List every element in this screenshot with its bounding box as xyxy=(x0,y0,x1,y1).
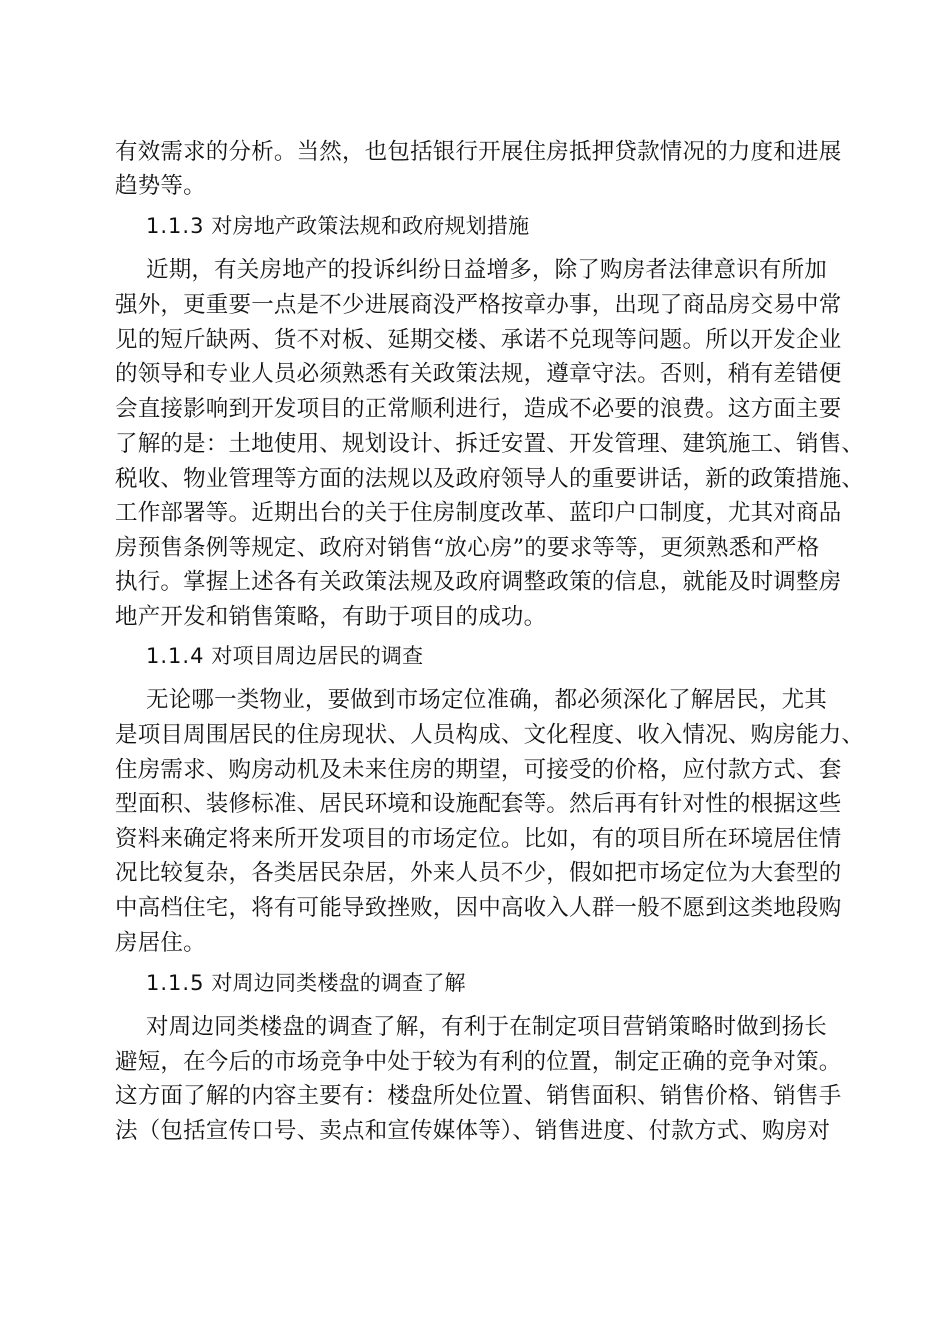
paragraph-line: 资料来确定将来所开发项目的市场定位。比如，有的项目所在环境居住情 xyxy=(115,826,842,852)
paragraph-line: 强外，更重要一点是不少进展商没严格按章办事，出现了商品房交易中常 xyxy=(115,292,842,318)
paragraph-line: 是项目周围居民的住房现状、人员构成、文化程度、收入情况、购房能力、 xyxy=(115,722,865,748)
paragraph-line: 型面积、装修标准、居民环境和设施配套等。然后再有针对性的根据这些 xyxy=(115,791,842,817)
paragraph-line: 了解的是：土地使用、规划设计、拆迁安置、开发管理、建筑施工、销售、 xyxy=(115,431,865,457)
paragraph-line: 法（包括宣传口号、卖点和宣传媒体等）、销售进度、付款方式、购房对 xyxy=(115,1118,831,1144)
paragraph-line: 房居住。 xyxy=(115,930,206,956)
section-title: 对周边同类楼盘的调查了解 xyxy=(211,971,466,995)
section-heading-1-1-5 xyxy=(146,968,871,998)
paragraph-line: 会直接影响到开发项目的正常顺利进行，造成不必要的浪费。这方面主要 xyxy=(115,396,842,422)
paragraph-line: 这方面了解的内容主要有：楼盘所处位置、销售面积、销售价格、销售手 xyxy=(115,1083,842,1109)
paragraph-line: 无论哪一类物业，要做到市场定位准确，都必须深化了解居民，尤其 xyxy=(146,687,828,713)
paragraph-line: 中高档住宅，将有可能导致挫败，因中高收入人群一般不愿到这类地段购 xyxy=(115,895,842,921)
paragraph-line: 近期，有关房地产的投诉纠纷日益增多，除了购房者法律意识有所加 xyxy=(146,257,828,283)
paragraph-line: 住房需求、购房动机及未来住房的期望，可接受的价格，应付款方式、套 xyxy=(115,757,842,783)
paragraph-line: 对周边同类楼盘的调查了解，有利于在制定项目营销策略时做到扬长 xyxy=(146,1014,828,1040)
section-number: 1.1.5 xyxy=(146,971,205,995)
paragraph-line: 执行。掌握上述各有关政策法规及政府调整政策的信息，就能及时调整房 xyxy=(115,569,842,595)
paragraph-line: 房预售条例等规定、政府对销售“放心房”的要求等等，更须熟悉和严格 xyxy=(115,535,820,561)
section-heading-1-1-4 xyxy=(146,641,871,671)
section-title: 对项目周边居民的调查 xyxy=(211,644,424,668)
paragraph-line: 况比较复杂，各类居民杂居，外来人员不少，假如把市场定位为大套型的 xyxy=(115,860,842,886)
paragraph-line: 见的短斤缺两、货不对板、延期交楼、承诺不兑现等问题。所以开发企业 xyxy=(115,327,842,353)
section-title: 对房地产政策法规和政府规划措施 xyxy=(211,214,530,238)
paragraph-line: 避短，在今后的市场竞争中处于较为有利的位置，制定正确的竞争对策。 xyxy=(115,1049,842,1075)
paragraph-line: 税收、物业管理等方面的法规以及政府领导人的重要讲话，新的政策措施、 xyxy=(115,466,865,492)
paragraph-line: 有效需求的分析。当然，也包括银行开展住房抵押贷款情况的力度和进展 xyxy=(115,139,842,165)
paragraph-line: 的领导和专业人员必须熟悉有关政策法规，遵章守法。否则，稍有差错便 xyxy=(115,361,842,387)
paragraph-line: 地产开发和销售策略，有助于项目的成功。 xyxy=(115,604,547,630)
paragraph-line: 工作部署等。近期出台的关于住房制度改革、蓝印户口制度，尤其对商品 xyxy=(115,500,842,526)
section-number: 1.1.4 xyxy=(146,644,205,668)
section-heading-1-1-3 xyxy=(146,211,871,241)
section-number: 1.1.3 xyxy=(146,214,205,238)
paragraph-line: 趋势等。 xyxy=(115,173,206,199)
